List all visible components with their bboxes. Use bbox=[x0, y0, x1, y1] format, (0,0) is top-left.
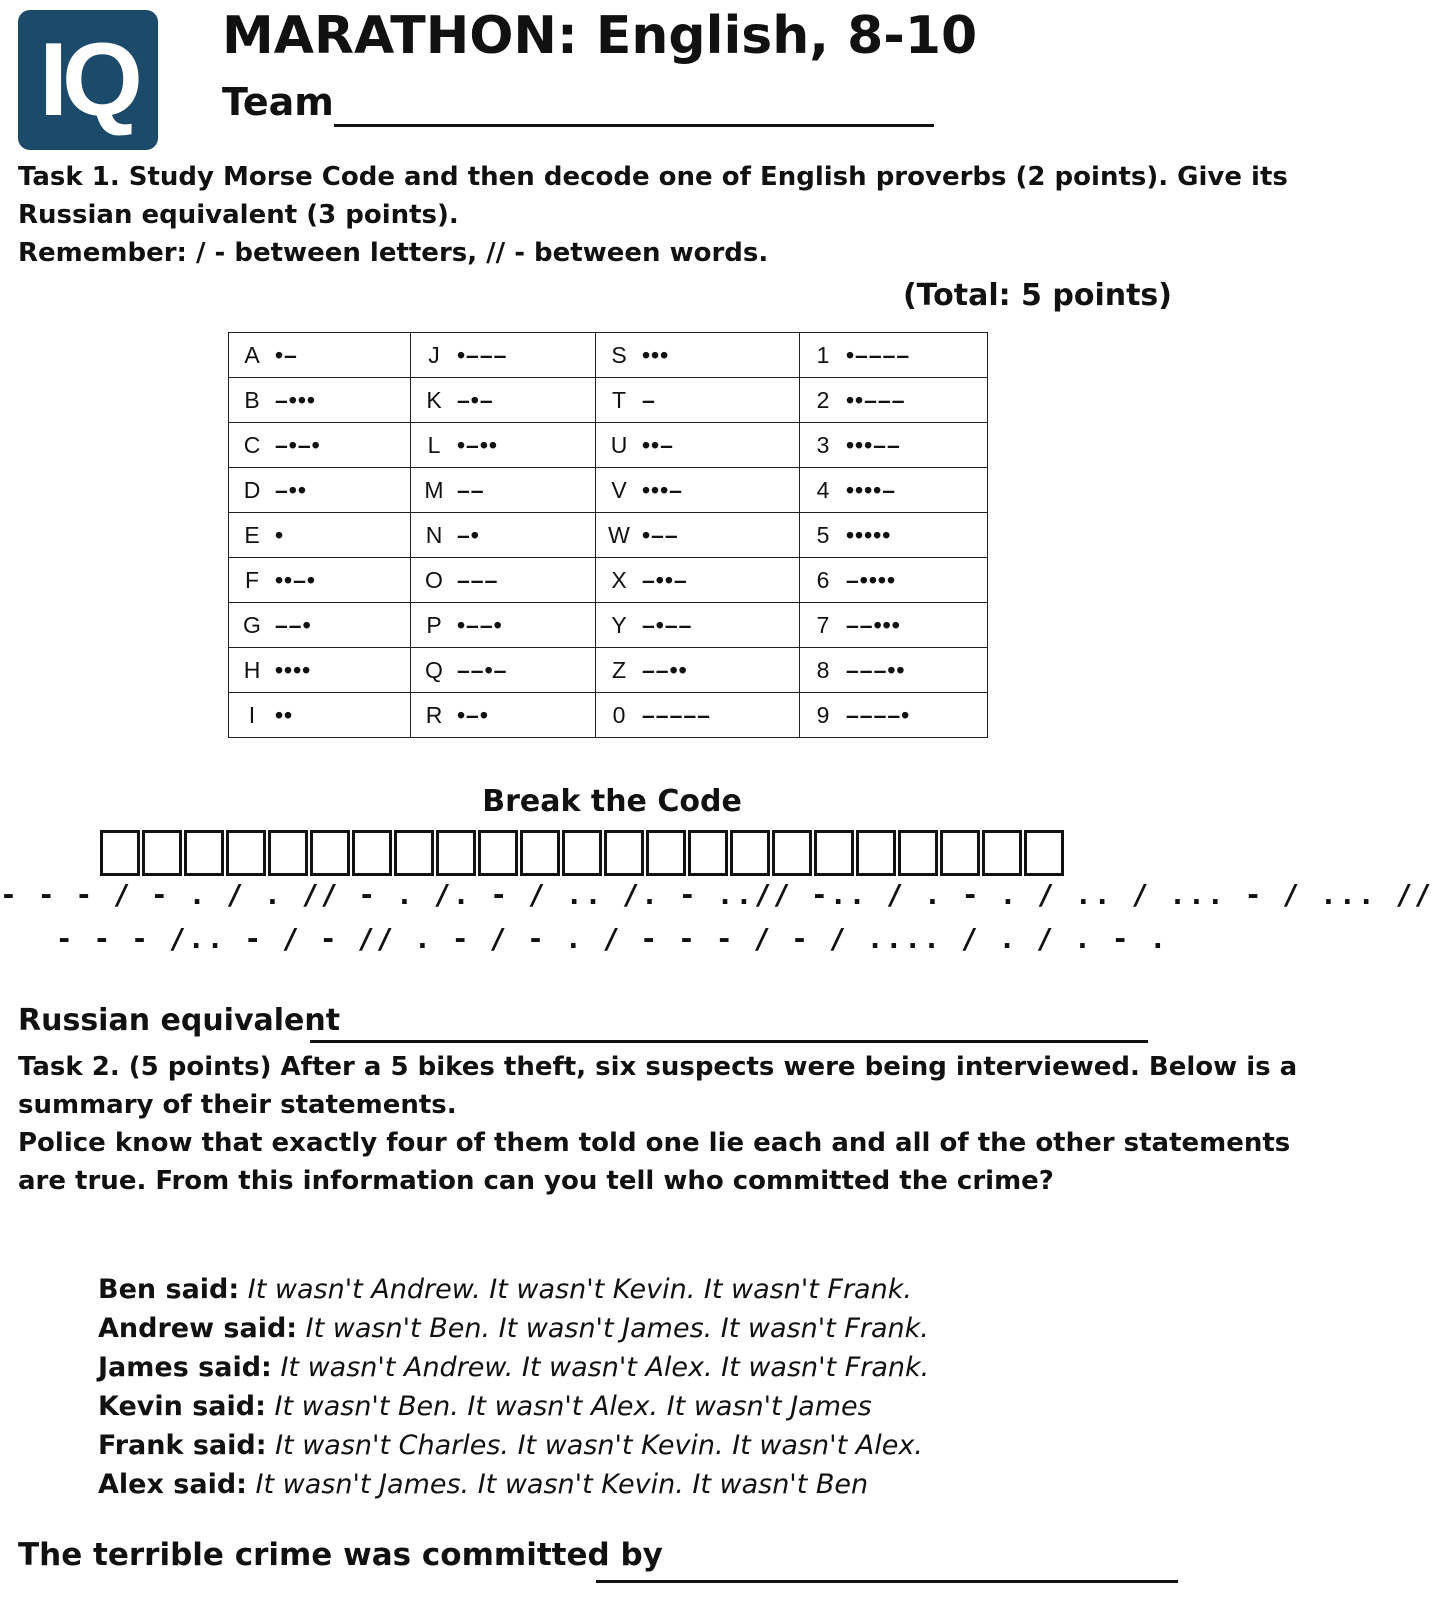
page-title: MARATHON: English, 8-10 bbox=[222, 6, 978, 66]
answer-box[interactable] bbox=[310, 830, 350, 876]
morse-cell bbox=[411, 603, 596, 648]
morse-code: •••– bbox=[642, 476, 683, 503]
morse-code-table bbox=[228, 332, 988, 738]
morse-cell bbox=[411, 693, 596, 738]
morse-char: Y bbox=[611, 611, 627, 638]
morse-code: ––––• bbox=[846, 701, 911, 728]
morse-char: C bbox=[243, 431, 261, 458]
task2-line2: summary of their statements. bbox=[18, 1090, 457, 1120]
answer-box[interactable] bbox=[604, 830, 644, 876]
morse-cell bbox=[596, 423, 800, 468]
morse-cell bbox=[800, 558, 988, 603]
answer-box[interactable] bbox=[268, 830, 308, 876]
morse-code: ––– bbox=[457, 566, 499, 593]
morse-row bbox=[229, 558, 988, 603]
morse-code: • bbox=[275, 521, 285, 548]
answer-box[interactable] bbox=[940, 830, 980, 876]
morse-code: –••– bbox=[642, 566, 688, 593]
russian-equivalent-line[interactable] bbox=[310, 1040, 1148, 1043]
morse-char: 9 bbox=[816, 701, 830, 728]
task1-line1: Task 1. Study Morse Code and then decode one of English proverbs (2 points). Give its bbox=[18, 162, 1288, 192]
morse-cell bbox=[411, 378, 596, 423]
morse-cell bbox=[411, 558, 596, 603]
answer-boxes bbox=[100, 830, 1064, 876]
statement-alex: Alex said: It wasn't James. It wasn't Kevin. It wasn't Ben bbox=[98, 1469, 869, 1500]
morse-code: –– bbox=[457, 476, 485, 503]
morse-cell bbox=[229, 468, 411, 513]
morse-code: –•–• bbox=[275, 431, 321, 458]
morse-char: 8 bbox=[816, 656, 830, 683]
morse-char: P bbox=[426, 611, 442, 638]
answer-box[interactable] bbox=[142, 830, 182, 876]
statement-frank: Frank said: It wasn't Charles. It wasn't Kevin. It wasn't Alex. bbox=[98, 1430, 923, 1461]
morse-cell bbox=[800, 378, 988, 423]
answer-box[interactable] bbox=[898, 830, 938, 876]
statement-james: James said: It wasn't Andrew. It wasn't Alex. It wasn't Frank. bbox=[98, 1352, 930, 1383]
answer-box[interactable] bbox=[982, 830, 1022, 876]
morse-code: •––• bbox=[457, 611, 503, 638]
morse-code: ••• bbox=[642, 341, 670, 368]
morse-code: •••–– bbox=[846, 431, 901, 458]
morse-code: –••• bbox=[275, 386, 316, 413]
morse-char: V bbox=[611, 476, 627, 503]
iq-logo bbox=[18, 10, 158, 150]
suspect-statements bbox=[98, 1270, 929, 1504]
statement-kevin: Kevin said: It wasn't Ben. It wasn't Alex. It wasn't James bbox=[98, 1391, 872, 1422]
morse-cell bbox=[229, 558, 411, 603]
morse-cell bbox=[596, 558, 800, 603]
morse-code: •– bbox=[275, 341, 298, 368]
morse-char: 1 bbox=[816, 341, 830, 368]
morse-row bbox=[229, 693, 988, 738]
morse-cell bbox=[596, 468, 800, 513]
morse-char: L bbox=[427, 431, 441, 458]
answer-box[interactable] bbox=[562, 830, 602, 876]
morse-cell bbox=[800, 648, 988, 693]
morse-code: ••– bbox=[642, 431, 674, 458]
morse-cell bbox=[229, 648, 411, 693]
answer-box[interactable] bbox=[520, 830, 560, 876]
morse-char: D bbox=[243, 476, 261, 503]
morse-cell bbox=[596, 378, 800, 423]
morse-char: 5 bbox=[816, 521, 830, 548]
answer-box[interactable] bbox=[184, 830, 224, 876]
answer-box[interactable] bbox=[100, 830, 140, 876]
morse-message-line1: - - - / - . / . // - . /. - / .. /. - ..// -.. / . - . / .. / ... - / ... // bbox=[0, 878, 1433, 911]
morse-char: O bbox=[425, 566, 443, 593]
morse-cell bbox=[800, 423, 988, 468]
statement-ben: Ben said: It wasn't Andrew. It wasn't Kevin. It wasn't Frank. bbox=[98, 1274, 912, 1305]
task2-line4: are true. From this information can you tell who committed the crime? bbox=[18, 1166, 1054, 1196]
statement-andrew: Andrew said: It wasn't Ben. It wasn't James. It wasn't Frank. bbox=[98, 1313, 929, 1344]
logo-text: IQ bbox=[39, 22, 137, 138]
morse-row bbox=[229, 468, 988, 513]
morse-char: F bbox=[244, 566, 260, 593]
crime-answer-label: The terrible crime was committed by bbox=[18, 1537, 663, 1573]
morse-cell bbox=[411, 648, 596, 693]
morse-code: ••••• bbox=[846, 521, 892, 548]
morse-char: U bbox=[610, 431, 628, 458]
morse-code: –•••• bbox=[846, 566, 897, 593]
morse-code: ••–• bbox=[275, 566, 316, 593]
task1-total: (Total: 5 points) bbox=[902, 278, 1172, 313]
morse-cell bbox=[596, 648, 800, 693]
morse-cell bbox=[229, 693, 411, 738]
morse-code: –•–– bbox=[642, 611, 693, 638]
morse-row bbox=[229, 648, 988, 693]
morse-code: •––– bbox=[457, 341, 508, 368]
morse-cell bbox=[229, 378, 411, 423]
morse-char: G bbox=[243, 611, 261, 638]
morse-code: ––––– bbox=[642, 701, 711, 728]
team-label: Team bbox=[222, 80, 334, 124]
team-input-line[interactable] bbox=[334, 124, 934, 127]
morse-cell bbox=[800, 333, 988, 378]
morse-code: –• bbox=[457, 521, 480, 548]
morse-cell bbox=[596, 333, 800, 378]
morse-code: – bbox=[642, 386, 656, 413]
answer-box[interactable] bbox=[478, 830, 518, 876]
morse-code: –––•• bbox=[846, 656, 906, 683]
morse-code: –•– bbox=[457, 386, 494, 413]
morse-code: •• bbox=[275, 701, 294, 728]
morse-row bbox=[229, 513, 988, 558]
morse-cell bbox=[411, 333, 596, 378]
morse-char: M bbox=[424, 476, 444, 503]
morse-char: J bbox=[428, 341, 440, 368]
morse-row bbox=[229, 333, 988, 378]
morse-code: •–•• bbox=[457, 431, 498, 458]
morse-char: 2 bbox=[816, 386, 830, 413]
morse-cell bbox=[800, 693, 988, 738]
morse-char: 6 bbox=[816, 566, 830, 593]
morse-char: T bbox=[611, 386, 627, 413]
morse-cell bbox=[229, 513, 411, 558]
answer-box[interactable] bbox=[1024, 830, 1064, 876]
morse-cell bbox=[596, 513, 800, 558]
morse-cell bbox=[229, 333, 411, 378]
morse-cell bbox=[596, 693, 800, 738]
morse-cell bbox=[800, 513, 988, 558]
morse-code: •••• bbox=[275, 656, 312, 683]
crime-answer-line[interactable] bbox=[596, 1580, 1178, 1583]
morse-cell bbox=[800, 468, 988, 513]
task1-line3: Remember: / - between letters, // - between words. bbox=[18, 238, 769, 268]
morse-code: ––• bbox=[275, 611, 312, 638]
morse-code: •–– bbox=[642, 521, 679, 548]
answer-box[interactable] bbox=[730, 830, 770, 876]
morse-char: S bbox=[611, 341, 627, 368]
answer-box[interactable] bbox=[226, 830, 266, 876]
morse-char: A bbox=[244, 341, 260, 368]
morse-code: ––•– bbox=[457, 656, 508, 683]
morse-row bbox=[229, 378, 988, 423]
morse-code: ––•• bbox=[642, 656, 688, 683]
morse-char: Z bbox=[611, 656, 627, 683]
task1-line2: Russian equivalent (3 points). bbox=[18, 200, 459, 230]
morse-char: I bbox=[248, 701, 256, 728]
morse-row bbox=[229, 423, 988, 468]
morse-code: •–––– bbox=[846, 341, 911, 368]
morse-char: R bbox=[425, 701, 443, 728]
break-code-title: Break the Code bbox=[482, 784, 742, 819]
morse-code: ••––– bbox=[846, 386, 906, 413]
morse-char: Q bbox=[425, 656, 443, 683]
morse-char: W bbox=[608, 521, 630, 548]
answer-box[interactable] bbox=[352, 830, 392, 876]
morse-char: 3 bbox=[816, 431, 830, 458]
morse-code: ––••• bbox=[846, 611, 901, 638]
answer-box[interactable] bbox=[814, 830, 854, 876]
morse-char: N bbox=[425, 521, 443, 548]
task2-line1: Task 2. (5 points) After a 5 bikes theft, six suspects were being interviewed. Below is a bbox=[18, 1052, 1298, 1082]
morse-char: E bbox=[244, 521, 260, 548]
morse-cell bbox=[596, 603, 800, 648]
answer-box[interactable] bbox=[394, 830, 434, 876]
morse-message-line2: - - - /.. - / - // . - / - . / - - - / - / .... / . / . - . bbox=[55, 922, 1169, 955]
morse-row bbox=[229, 603, 988, 648]
answer-box[interactable] bbox=[436, 830, 476, 876]
morse-char: 7 bbox=[816, 611, 830, 638]
morse-cell bbox=[411, 513, 596, 558]
morse-char: K bbox=[426, 386, 442, 413]
morse-cell bbox=[229, 603, 411, 648]
answer-box[interactable] bbox=[646, 830, 686, 876]
answer-box[interactable] bbox=[688, 830, 728, 876]
answer-box[interactable] bbox=[772, 830, 812, 876]
answer-box[interactable] bbox=[856, 830, 896, 876]
morse-char: B bbox=[244, 386, 260, 413]
morse-cell bbox=[411, 423, 596, 468]
morse-code: ••••– bbox=[846, 476, 897, 503]
morse-code: –•• bbox=[275, 476, 307, 503]
morse-code: •–• bbox=[457, 701, 489, 728]
task2-line3: Police know that exactly four of them told one lie each and all of the other statements bbox=[18, 1128, 1291, 1158]
team-row bbox=[222, 80, 962, 130]
morse-char: 4 bbox=[816, 476, 830, 503]
morse-cell bbox=[411, 468, 596, 513]
russian-equivalent-label: Russian equivalent bbox=[18, 1003, 341, 1038]
morse-cell bbox=[229, 423, 411, 468]
morse-char: 0 bbox=[612, 701, 626, 728]
morse-char: X bbox=[611, 566, 627, 593]
morse-char: H bbox=[243, 656, 261, 683]
morse-cell bbox=[800, 603, 988, 648]
